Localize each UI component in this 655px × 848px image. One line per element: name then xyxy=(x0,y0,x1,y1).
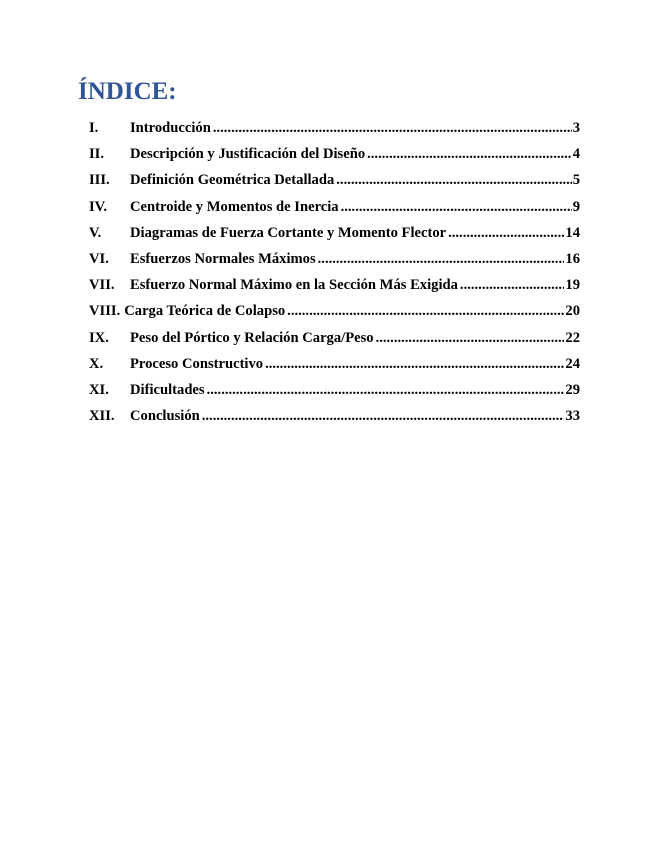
toc-entry-page: 5 xyxy=(572,172,580,189)
toc-entry-diagramas[interactable] xyxy=(89,224,580,250)
toc-entry-page: 14 xyxy=(565,224,580,241)
toc-dot-leader xyxy=(287,302,564,320)
toc-entry-page: 24 xyxy=(565,355,580,372)
toc-entry-label: Peso del Pórtico y Relación Carga/Peso xyxy=(130,329,374,346)
toc-dot-leader xyxy=(318,250,565,268)
toc-entry-page: 20 xyxy=(565,303,580,320)
toc-entry-peso-portico[interactable] xyxy=(89,329,580,355)
toc-dot-leader xyxy=(341,198,572,216)
toc-entry-number: VI. xyxy=(89,250,109,267)
toc-dot-leader xyxy=(213,119,572,137)
table-of-contents xyxy=(89,119,580,433)
toc-entry-number: XII. xyxy=(89,408,115,425)
toc-dot-leader xyxy=(448,224,564,242)
toc-entry-label: Esfuerzos Normales Máximos xyxy=(130,250,316,267)
toc-entry-label: Esfuerzo Normal Máximo en la Sección Más Exigida xyxy=(130,277,458,294)
toc-entry-proceso-constructivo[interactable] xyxy=(89,355,580,381)
toc-entry-number: II. xyxy=(89,146,105,163)
toc-entry-number: I. xyxy=(89,120,99,136)
toc-dot-leader xyxy=(460,276,564,294)
toc-dot-leader xyxy=(207,381,565,399)
toc-entry-dificultades[interactable] xyxy=(89,381,580,407)
toc-entry-page: 19 xyxy=(565,277,580,294)
toc-entry-label: Introducción xyxy=(130,120,211,136)
toc-entry-descripcion[interactable] xyxy=(89,145,580,171)
toc-entry-esfuerzo-maximo[interactable] xyxy=(89,276,580,302)
toc-dot-leader xyxy=(367,145,572,163)
toc-dot-leader xyxy=(265,355,564,373)
toc-entry-number: V. xyxy=(89,224,102,241)
toc-dot-leader xyxy=(202,407,565,425)
toc-entry-page: 16 xyxy=(565,250,580,267)
toc-entry-conclusion[interactable] xyxy=(89,407,580,433)
toc-entry-label: Descripción y Justificación del Diseño xyxy=(130,146,366,163)
toc-entry-number: X. xyxy=(89,355,104,372)
toc-entry-page: 29 xyxy=(565,381,580,398)
toc-entry-esfuerzos-normales[interactable] xyxy=(89,250,580,276)
toc-entry-label: Dificultades xyxy=(130,381,205,398)
toc-entry-number: VII. xyxy=(89,277,115,294)
toc-entry-carga-colapso[interactable] xyxy=(89,302,580,328)
toc-entry-label: Conclusión xyxy=(130,408,200,425)
toc-entry-number: IX. xyxy=(89,329,109,346)
toc-entry-introduccion[interactable] xyxy=(89,119,580,145)
toc-dot-leader xyxy=(376,329,565,347)
toc-entry-number: VIII. xyxy=(89,303,121,320)
toc-entry-page: 9 xyxy=(572,198,580,215)
toc-entry-page: 22 xyxy=(565,329,580,346)
toc-entry-number: XI. xyxy=(89,381,109,398)
toc-entry-page: 33 xyxy=(565,408,580,425)
toc-entry-label: Diagramas de Fuerza Cortante y Momento Flector xyxy=(130,224,447,241)
toc-entry-label: Carga Teórica de Colapso xyxy=(124,303,286,320)
toc-entry-centroide[interactable] xyxy=(89,198,580,224)
toc-entry-number: IV. xyxy=(89,198,107,215)
toc-entry-number: III. xyxy=(89,172,110,189)
toc-entry-page: 3 xyxy=(572,120,580,136)
toc-entry-label: Centroide y Momentos de Inercia xyxy=(130,198,339,215)
toc-entry-page: 4 xyxy=(572,146,580,163)
toc-entry-label: Proceso Constructivo xyxy=(130,355,264,372)
toc-title: ÍNDICE: xyxy=(78,78,177,105)
toc-dot-leader xyxy=(336,171,571,189)
toc-entry-definicion-geometrica[interactable] xyxy=(89,171,580,197)
toc-entry-label: Definición Geométrica Detallada xyxy=(130,172,335,189)
